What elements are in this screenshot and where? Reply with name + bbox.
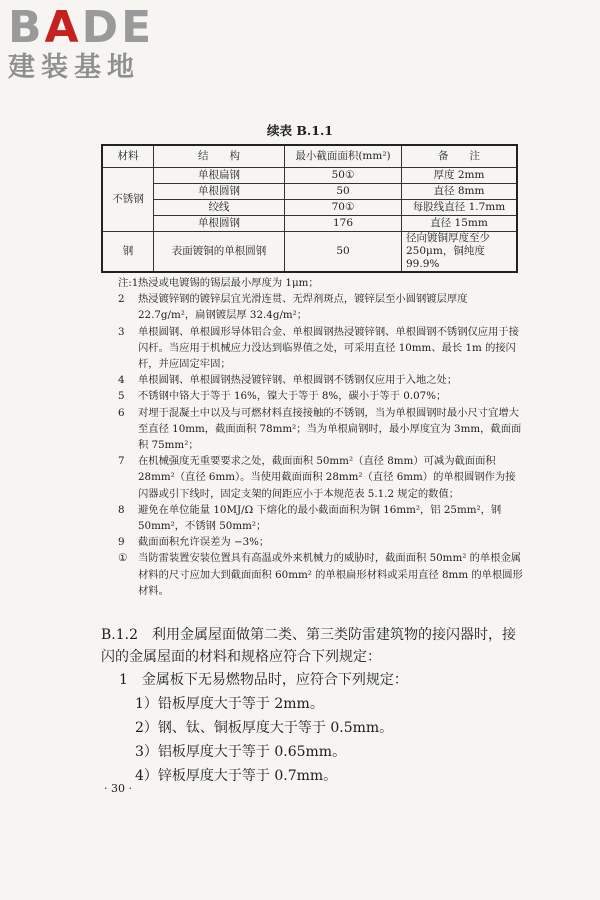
cell-area: 176 [285, 215, 402, 231]
section-item: 1 金属板下无易燃物品时，应符合下列规定： [119, 672, 408, 688]
header-note: 备 注 [402, 145, 518, 167]
logo [8, 2, 178, 84]
cell-structure: 单根圆钢 [154, 183, 285, 199]
cell-structure: 单根圆钢 [154, 215, 285, 231]
cell-area: 50 [285, 183, 402, 199]
cell-note: 厚度 2mm [402, 167, 518, 183]
note-item: ① 当防雷装置安装位置具有高温或外来机械力的威胁时，截面面积 50mm² 的单根金属材料的尺寸应加大到截面面积 60mm² 的单根扁形材料或采用直径 8mm 的单根圆形材料。 [118, 552, 523, 597]
note-item: 8 避免在单位能量 10MJ/Ω 下熔化的最小截面面积为铜 16mm²，铝 25mm²，钢 50mm²，不锈钢 50mm²； [118, 503, 502, 533]
table-row [102, 167, 517, 183]
cell-material: 不锈钢 [102, 167, 154, 231]
logo-wordmark: BADE [8, 2, 155, 53]
cell-note: 每股线直径 1.7mm [402, 199, 518, 215]
table-header-row [102, 145, 517, 167]
note-item: 4 单根圆钢、单根圆钢热浸镀锌钢、单根圆钢不锈钢仅应用于入地之处； [118, 374, 458, 387]
table-row [102, 183, 517, 199]
note-item: 5 不锈钢中铬大于等于 16%，镍大于等于 8%，碳小于等于 0.07%； [118, 390, 447, 403]
table-notes [118, 275, 523, 599]
note-item: 3 单根圆钢、单根圆形导体铝合金、单根圆钢热浸镀锌钢、单根圆钢不锈钢仅应用于接闪杆。当应用于机械应力没达到临界值之处，可采用直径 10mm、最长 1m 的接闪杆，并应固定牢固； [118, 325, 519, 371]
cell-note: 直径 15mm [402, 215, 518, 231]
table-row [102, 199, 517, 215]
note-item: 9 截面面积允许误差为 −3%； [118, 536, 270, 549]
cell-area: 50① [285, 167, 402, 183]
note-item: 6 对埋于混凝土中以及与可燃材料直接接触的不锈钢，当为单根圆钢时最小尺寸宜增大至直径 10mm，截面面积 78mm²；当为单根扁钢时，最小厚度宜为 3mm，截面面积 75mm²； [118, 406, 522, 452]
page-number: · 30 · [104, 782, 132, 795]
header-structure: 结 构 [154, 145, 285, 167]
table-row [102, 215, 517, 231]
note-item: 7 在机械强度无重要要求之处，截面面积 50mm²（直径 8mm）可减为截面面积 28mm²（直径 6mm）。当使用截面面积 28mm²（直径 6mm）的单根圆钢作为接闪器或引下线时，固定支架的间距应小于本规范表 5.1.2 规定的数值； [118, 455, 516, 500]
cell-material: 钢 [102, 231, 154, 272]
table-row [102, 231, 517, 272]
cell-structure: 绞线 [154, 199, 285, 215]
cell-structure: 单根扁钢 [154, 167, 285, 183]
section-subitem: 3）铝板厚度大于等于 0.65mm。 [135, 744, 347, 760]
logo-subtitle: 建装基地 [8, 52, 140, 83]
section-subitem: 1）铅板厚度大于等于 2mm。 [135, 696, 324, 712]
section-subitem: 4）锌板厚度大于等于 0.7mm。 [135, 768, 338, 784]
materials-table [101, 144, 518, 273]
note-item: 2 热浸镀锌钢的镀锌层宜光滑连贯、无焊剂斑点，镀锌层至小圆钢镀层厚度 22.7g/m²，扁钢镀层厚 32.4g/m²； [118, 293, 468, 322]
section-b-1-2 [101, 624, 521, 788]
header-area: 最小截面面积(mm²) [285, 145, 402, 167]
section-heading: B.1.2 利用金属屋面做第二类、第三类防雷建筑物的接闪器时，接闪的金属屋面的材料和规格应符合下列规定： [101, 627, 517, 665]
cell-note: 直径 8mm [402, 183, 518, 199]
cell-area: 70① [285, 199, 402, 215]
header-material: 材料 [102, 145, 154, 167]
cell-structure: 表面镀铜的单根圆钢 [154, 231, 285, 272]
section-subitem: 2）钢、钛、铜板厚度大于等于 0.5mm。 [135, 720, 394, 736]
table-title: 续表 B.1.1 [266, 123, 334, 138]
note-item: 注:1 热浸或电镀锡的锡层最小厚度为 1μm； [118, 277, 319, 289]
cell-area: 50 [285, 231, 402, 272]
cell-note: 径向镀铜厚度至少 250μm，铜纯度 99.9% [402, 231, 518, 272]
